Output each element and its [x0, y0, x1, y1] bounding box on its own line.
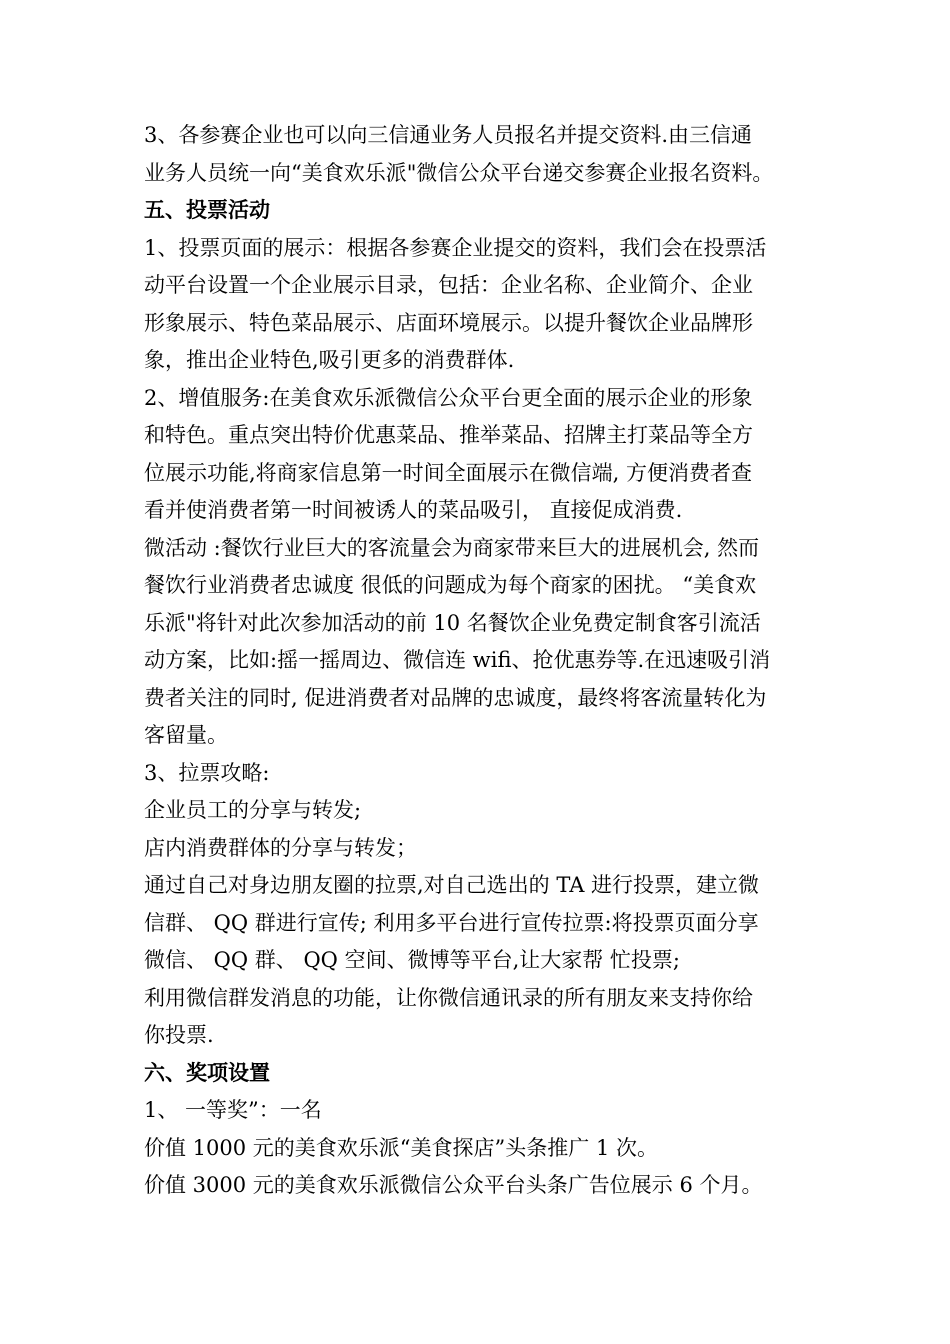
text-line: 你投票. — [144, 1023, 214, 1047]
text-line: 利用微信群发消息的功能，让你微信通讯录的所有朋友来支持你给 — [144, 985, 753, 1010]
text-line: 1、 一等奖”：一名 — [144, 1098, 322, 1122]
section-heading-voting: 五、投票活动 — [144, 198, 270, 222]
text-line: 乐派"将针对此次参加活动的前 10 名餐饮企业免费定制食客引流活 — [144, 610, 761, 635]
text-line: 和特色。重点突出特价优惠菜品、推举菜品、招牌主打菜品等全方 — [144, 423, 753, 447]
text-line: 动方案，比如:摇一摇周边、微信连 wifi、抢优惠券等.在迅速吸引消 — [144, 648, 771, 672]
section-heading-awards: 六、奖项设置 — [144, 1060, 270, 1085]
text-line: 3、各参赛企业也可以向三信通业务人员报名并提交资料.由三信通 — [144, 123, 753, 147]
text-line: 1、投票页面的展示：根据各参赛企业提交的资料，我们会在投票活 — [144, 235, 767, 260]
text-line: 店内消费群体的分享与转发； — [144, 835, 417, 860]
text-line: 业务人员统一向“美食欢乐派"微信公众平台递交参赛企业报名资料。 — [144, 160, 774, 185]
text-line: 微活动 :餐饮行业巨大的客流量会为商家带来巨大的进展机会, 然而 — [144, 535, 760, 560]
text-line: 价值 1000 元的美食欢乐派“美食探店”头条推广 1 次。 — [144, 1135, 658, 1160]
text-line: 客留量。 — [144, 723, 228, 747]
text-line: 价值 3000 元的美食欢乐派微信公众平台头条广告位展示 6 个月。 — [144, 1173, 763, 1197]
text-line: 餐饮行业消费者忠诚度 很低的问题成为每个商家的困扰。 “美食欢 — [144, 573, 757, 597]
text-line: 信群、 QQ 群进行宣传; 利用多平台进行宣传拉票:将投票页面分享 — [144, 910, 759, 935]
text-line: 象，推出企业特色,吸引更多的消费群体. — [144, 348, 515, 372]
text-line: 2、增值服务:在美食欢乐派微信公众平台更全面的展示企业的形象 — [144, 385, 753, 410]
text-line: 形象展示、特色菜品展示、店面环境展示。以提升餐饮企业品牌形 — [144, 310, 753, 335]
document-body — [144, 117, 814, 1205]
text-line: 位展示功能,将商家信息第一时间全面展示在微信端, 方便消费者查 — [144, 460, 753, 485]
text-line: 动平台设置一个企业展示目录，包括：企业名称、企业简介、企业 — [144, 273, 753, 297]
text-line: 微信、 QQ 群、 QQ 空间、微博等平台,让大家帮 忙投票; — [144, 948, 680, 972]
text-line: 费者关注的同时, 促进消费者对品牌的忠诚度，最终将客流量转化为 — [144, 685, 767, 710]
text-line: 企业员工的分享与转发; — [144, 798, 362, 822]
text-line: 看并使消费者第一时间被诱人的菜品吸引， 直接促成消费. — [144, 498, 683, 522]
text-line: 通过自己对身边朋友圈的拉票,对自己选出的 TA 进行投票，建立微 — [144, 873, 760, 897]
text-line: 3、拉票攻略: — [144, 760, 270, 785]
